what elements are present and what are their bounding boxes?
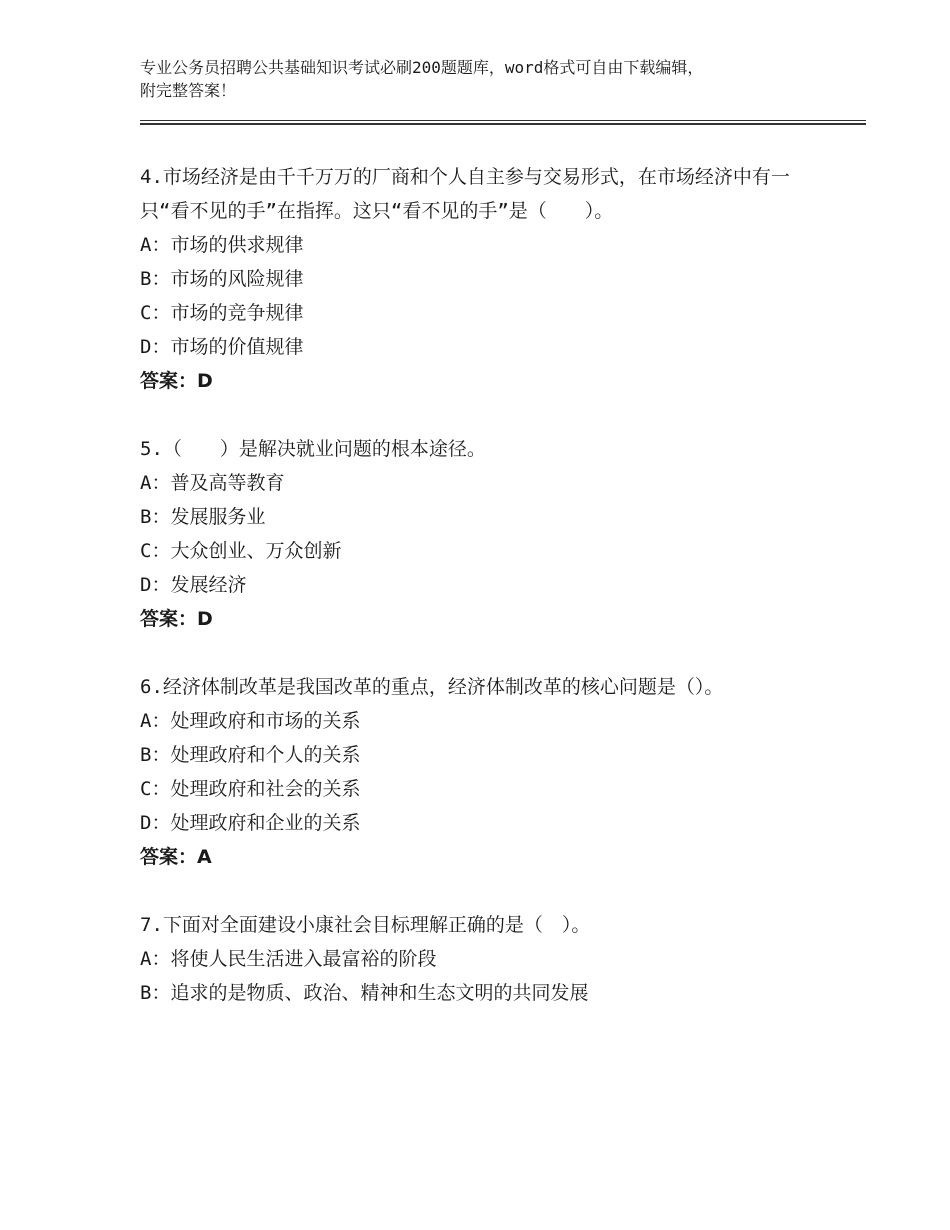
answer-label: 答案：A <box>140 846 212 868</box>
option-c: C：大众创业、万众创新 <box>140 540 342 562</box>
question-7 <box>140 908 810 1010</box>
question-5 <box>140 432 810 636</box>
option-c: C：市场的竞争规律 <box>140 302 304 324</box>
header-divider <box>140 120 866 125</box>
option-b: B：市场的风险规律 <box>140 268 304 290</box>
answer-label: 答案：D <box>140 608 213 630</box>
question-stem: 5.（ ）是解决就业问题的根本途径。 <box>140 438 486 460</box>
option-d: D：处理政府和企业的关系 <box>140 812 361 834</box>
option-b: B：发展服务业 <box>140 506 266 528</box>
option-c: C：处理政府和社会的关系 <box>140 778 361 800</box>
question-list <box>140 160 810 1044</box>
option-d: D：发展经济 <box>140 574 247 596</box>
question-stem: 7.下面对全面建设小康社会目标理解正确的是（ ）。 <box>140 914 591 936</box>
divider-thin-line <box>140 120 866 121</box>
header-line-2: 附完整答案！ <box>140 81 237 100</box>
divider-thick-line <box>140 123 866 125</box>
option-a: A：市场的供求规律 <box>140 234 304 256</box>
question-stem: 6.经济体制改革是我国改革的重点，经济体制改革的核心问题是（）。 <box>140 676 724 698</box>
question-stem: 4.市场经济是由千千万万的厂商和个人自主参与交易形式，在市场经济中有一只“看不见的手”在指挥。这只“看不见的手”是（ ）。 <box>140 166 790 222</box>
question-4 <box>140 160 810 398</box>
question-6 <box>140 670 810 874</box>
option-a: A：普及高等教育 <box>140 472 285 494</box>
header-line-1: 专业公务员招聘公共基础知识考试必刷200题题库，word格式可自由下载编辑， <box>140 58 704 77</box>
option-a: A：将使人民生活进入最富裕的阶段 <box>140 948 437 970</box>
answer-label: 答案：D <box>140 370 213 392</box>
option-a: A：处理政府和市场的关系 <box>140 710 361 732</box>
option-b: B：处理政府和个人的关系 <box>140 744 361 766</box>
option-b: B：追求的是物质、政治、精神和生态文明的共同发展 <box>140 982 589 1004</box>
option-d: D：市场的价值规律 <box>140 336 304 358</box>
document-header <box>140 56 820 102</box>
